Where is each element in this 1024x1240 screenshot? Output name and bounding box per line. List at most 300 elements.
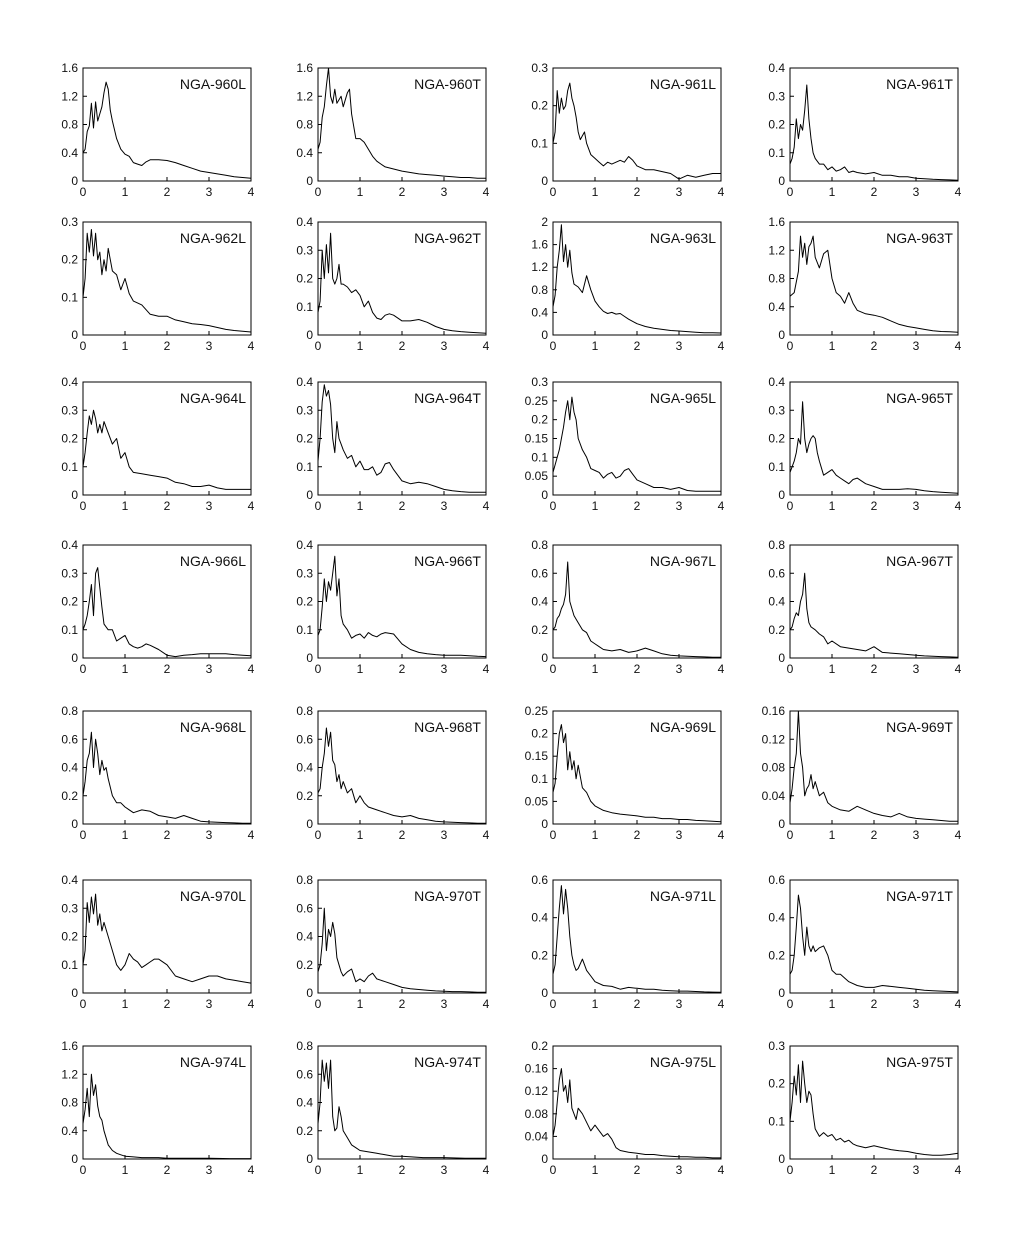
x-tick-label: 4 <box>482 997 490 1011</box>
x-tick-label: 1 <box>828 339 836 353</box>
y-tick-label: 0.12 <box>524 1084 548 1099</box>
x-tick-label: 1 <box>591 499 599 513</box>
y-tick-label: 0 <box>541 651 548 665</box>
x-tick-label: 3 <box>205 499 213 513</box>
x-tick-label: 1 <box>356 997 364 1011</box>
x-tick-label: 1 <box>121 499 129 513</box>
x-tick-label: 2 <box>163 997 171 1011</box>
chart-panel <box>61 873 254 1011</box>
x-tick-label: 4 <box>717 185 725 199</box>
y-tick-label: 0.8 <box>531 282 548 297</box>
y-tick-label: 0.05 <box>524 794 548 809</box>
y-tick-label: 0.8 <box>61 1095 78 1110</box>
y-tick-label: 0.4 <box>61 538 78 552</box>
x-tick-label: 1 <box>121 997 129 1011</box>
x-tick-label: 0 <box>786 339 794 353</box>
x-tick-label: 1 <box>356 828 364 842</box>
x-tick-label: 3 <box>440 339 448 353</box>
y-tick-label: 0.8 <box>296 1039 313 1053</box>
y-tick-label: 0.3 <box>61 901 78 916</box>
y-tick-label: 0.8 <box>768 538 785 552</box>
y-tick-label: 0.1 <box>531 450 548 465</box>
y-tick-label: 0.4 <box>296 215 313 229</box>
x-tick-label: 4 <box>247 339 255 353</box>
y-tick-label: 0.6 <box>531 566 548 581</box>
y-tick-label: 0 <box>778 488 785 502</box>
x-tick-label: 0 <box>314 185 322 199</box>
x-tick-label: 1 <box>356 339 364 353</box>
panel-title: NGA-964L <box>179 390 246 406</box>
y-tick-label: 0.3 <box>768 403 785 418</box>
y-tick-label: 0.16 <box>524 1061 548 1076</box>
chart-panel <box>61 215 254 353</box>
x-tick-label: 3 <box>440 662 448 676</box>
x-tick-label: 1 <box>591 662 599 676</box>
panel-title: NGA-975T <box>886 1054 953 1070</box>
x-tick-label: 0 <box>549 339 557 353</box>
x-tick-label: 1 <box>828 662 836 676</box>
y-tick-label: 2 <box>541 215 548 229</box>
x-tick-label: 0 <box>79 499 87 513</box>
y-tick-label: 0 <box>71 817 78 831</box>
x-tick-label: 0 <box>549 499 557 513</box>
y-tick-label: 0.6 <box>768 873 785 887</box>
y-tick-label: 0.1 <box>531 771 548 786</box>
y-tick-label: 0 <box>71 174 78 188</box>
y-tick-label: 0.4 <box>768 594 785 609</box>
x-tick-label: 2 <box>398 1163 406 1177</box>
x-tick-label: 0 <box>549 997 557 1011</box>
y-tick-label: 1.2 <box>531 260 548 275</box>
panel-title: NGA-968T <box>414 719 481 735</box>
y-tick-label: 0.16 <box>761 704 785 718</box>
x-tick-label: 2 <box>633 339 641 353</box>
y-tick-label: 0.3 <box>296 243 313 258</box>
x-tick-label: 3 <box>675 997 683 1011</box>
chart-panel <box>296 61 489 199</box>
y-tick-label: 0.1 <box>768 145 785 160</box>
y-tick-label: 0.04 <box>524 1129 548 1144</box>
x-tick-label: 1 <box>121 339 129 353</box>
x-tick-label: 2 <box>870 1163 878 1177</box>
x-tick-label: 3 <box>205 339 213 353</box>
y-tick-label: 0.6 <box>61 732 78 747</box>
x-tick-label: 3 <box>440 499 448 513</box>
x-tick-label: 0 <box>79 185 87 199</box>
x-tick-label: 2 <box>398 499 406 513</box>
x-tick-label: 4 <box>717 662 725 676</box>
series-line <box>83 568 251 657</box>
x-tick-label: 3 <box>912 1163 920 1177</box>
x-tick-label: 2 <box>163 185 171 199</box>
x-tick-label: 4 <box>717 339 725 353</box>
y-tick-label: 0.8 <box>531 538 548 552</box>
x-tick-label: 3 <box>675 339 683 353</box>
x-tick-label: 2 <box>633 1163 641 1177</box>
x-tick-label: 2 <box>870 339 878 353</box>
y-tick-label: 0.6 <box>296 901 313 916</box>
x-tick-label: 4 <box>717 1163 725 1177</box>
panel-title: NGA-963T <box>886 230 953 246</box>
y-tick-label: 0.4 <box>296 929 313 944</box>
series-line <box>553 562 721 657</box>
y-tick-label: 0.2 <box>61 252 78 267</box>
x-tick-label: 2 <box>163 339 171 353</box>
panel-title: NGA-974L <box>179 1054 246 1070</box>
y-tick-label: 0.2 <box>531 726 548 741</box>
series-line <box>790 573 958 657</box>
y-tick-label: 0.1 <box>61 622 78 637</box>
series-line <box>83 732 251 823</box>
x-tick-label: 4 <box>247 499 255 513</box>
x-tick-label: 3 <box>205 828 213 842</box>
panel-title: NGA-966L <box>179 553 246 569</box>
chart-panel <box>61 375 254 513</box>
x-tick-label: 1 <box>121 662 129 676</box>
series-line <box>790 895 958 992</box>
y-tick-label: 0.4 <box>296 1095 313 1110</box>
y-tick-label: 0.2 <box>768 1076 785 1091</box>
x-tick-label: 3 <box>205 662 213 676</box>
series-line <box>790 236 958 332</box>
y-tick-label: 0.3 <box>531 375 548 389</box>
x-tick-label: 1 <box>356 499 364 513</box>
x-tick-label: 4 <box>717 997 725 1011</box>
y-tick-label: 0.4 <box>531 910 548 925</box>
chart-panel <box>525 375 725 513</box>
x-tick-label: 1 <box>828 997 836 1011</box>
y-tick-label: 0.2 <box>296 1123 313 1138</box>
x-tick-label: 0 <box>786 1163 794 1177</box>
panel-title: NGA-971T <box>886 888 953 904</box>
y-tick-label: 0.1 <box>296 622 313 637</box>
x-tick-label: 4 <box>954 662 962 676</box>
y-tick-label: 0.15 <box>524 431 548 446</box>
y-tick-label: 0.4 <box>61 1123 78 1138</box>
x-tick-label: 4 <box>247 185 255 199</box>
x-tick-label: 1 <box>121 1163 129 1177</box>
series-line <box>318 233 486 333</box>
x-tick-label: 1 <box>121 185 129 199</box>
y-tick-label: 0.25 <box>524 393 548 408</box>
y-tick-label: 0.04 <box>761 788 785 803</box>
x-tick-label: 2 <box>870 828 878 842</box>
y-tick-label: 0 <box>778 651 785 665</box>
panel-title: NGA-970T <box>414 888 481 904</box>
series-line <box>318 908 486 992</box>
x-tick-label: 1 <box>121 828 129 842</box>
panel-title: NGA-966T <box>414 553 481 569</box>
y-tick-label: 0 <box>778 986 785 1000</box>
y-tick-label: 0.2 <box>531 1039 548 1053</box>
y-tick-label: 0.3 <box>61 403 78 418</box>
panel-title: NGA-961T <box>886 76 953 92</box>
x-tick-label: 1 <box>591 339 599 353</box>
x-tick-label: 0 <box>314 828 322 842</box>
y-tick-label: 0.3 <box>768 1039 785 1053</box>
y-tick-label: 0 <box>778 328 785 342</box>
y-tick-label: 1.2 <box>296 89 313 104</box>
x-tick-label: 1 <box>591 185 599 199</box>
y-tick-label: 0.4 <box>61 760 78 775</box>
panel-title: NGA-969L <box>649 719 716 735</box>
y-tick-label: 0.3 <box>531 61 548 75</box>
chart-panel <box>768 873 961 1011</box>
x-tick-label: 1 <box>591 828 599 842</box>
panel-title: NGA-975L <box>649 1054 716 1070</box>
x-tick-label: 3 <box>912 185 920 199</box>
y-tick-label: 1.6 <box>531 237 548 252</box>
x-tick-label: 3 <box>440 185 448 199</box>
panel-title: NGA-969T <box>886 719 953 735</box>
x-tick-label: 4 <box>482 662 490 676</box>
y-tick-label: 0.6 <box>531 873 548 887</box>
y-tick-label: 0.2 <box>768 431 785 446</box>
panel-title: NGA-963L <box>649 230 716 246</box>
y-tick-label: 0.4 <box>531 305 548 320</box>
y-tick-label: 0.25 <box>524 704 548 718</box>
x-tick-label: 1 <box>828 1163 836 1177</box>
y-tick-label: 0 <box>306 174 313 188</box>
chart-panel <box>296 873 489 1011</box>
y-tick-label: 0 <box>541 488 548 502</box>
panel-title: NGA-971L <box>649 888 716 904</box>
x-tick-label: 0 <box>786 997 794 1011</box>
y-tick-label: 0.1 <box>768 459 785 474</box>
y-tick-label: 1.6 <box>768 215 785 229</box>
y-tick-label: 0.6 <box>296 732 313 747</box>
y-tick-label: 0.8 <box>296 704 313 718</box>
x-tick-label: 2 <box>163 828 171 842</box>
x-tick-label: 0 <box>79 1163 87 1177</box>
x-tick-label: 0 <box>314 997 322 1011</box>
y-tick-label: 0.1 <box>296 299 313 314</box>
y-tick-label: 0 <box>778 817 785 831</box>
series-line <box>790 1061 958 1155</box>
y-tick-label: 0.1 <box>531 136 548 151</box>
x-tick-label: 0 <box>314 499 322 513</box>
x-tick-label: 2 <box>633 997 641 1011</box>
chart-panel <box>762 704 962 842</box>
x-tick-label: 0 <box>786 828 794 842</box>
panel-title: NGA-967L <box>649 553 716 569</box>
x-tick-label: 3 <box>912 662 920 676</box>
x-tick-label: 3 <box>675 185 683 199</box>
y-tick-label: 0.1 <box>61 957 78 972</box>
y-tick-label: 1.2 <box>768 243 785 258</box>
y-tick-label: 0.12 <box>761 732 785 747</box>
x-tick-label: 2 <box>870 662 878 676</box>
x-tick-label: 4 <box>247 828 255 842</box>
y-tick-label: 0.2 <box>296 957 313 972</box>
x-tick-label: 3 <box>675 499 683 513</box>
x-tick-label: 2 <box>398 997 406 1011</box>
y-tick-label: 0.2 <box>296 271 313 286</box>
x-tick-label: 2 <box>633 185 641 199</box>
y-tick-label: 0.4 <box>296 538 313 552</box>
chart-panel <box>525 704 725 842</box>
chart-panel <box>531 61 724 199</box>
x-tick-label: 2 <box>398 662 406 676</box>
x-tick-label: 3 <box>675 1163 683 1177</box>
panel-title: NGA-960T <box>414 76 481 92</box>
x-tick-label: 4 <box>717 499 725 513</box>
y-tick-label: 0 <box>778 1152 785 1166</box>
y-tick-label: 0.2 <box>296 431 313 446</box>
x-tick-label: 2 <box>633 499 641 513</box>
y-tick-label: 0.2 <box>61 788 78 803</box>
y-tick-label: 0.1 <box>61 290 78 305</box>
y-tick-label: 0 <box>306 651 313 665</box>
y-tick-label: 0.4 <box>768 910 785 925</box>
chart-panel <box>61 61 254 199</box>
y-tick-label: 0.2 <box>768 948 785 963</box>
x-tick-label: 2 <box>163 1163 171 1177</box>
y-tick-label: 0.4 <box>296 145 313 160</box>
y-tick-label: 0.3 <box>296 566 313 581</box>
y-tick-label: 0.4 <box>296 760 313 775</box>
panel-title: NGA-964T <box>414 390 481 406</box>
panel-title: NGA-962T <box>414 230 481 246</box>
x-tick-label: 3 <box>440 997 448 1011</box>
x-tick-label: 3 <box>205 1163 213 1177</box>
chart-panel <box>61 704 254 842</box>
y-tick-label: 0 <box>541 1152 548 1166</box>
x-tick-label: 0 <box>79 339 87 353</box>
x-tick-label: 3 <box>912 499 920 513</box>
x-tick-label: 4 <box>482 339 490 353</box>
panel-title: NGA-970L <box>179 888 246 904</box>
y-tick-label: 0.4 <box>768 299 785 314</box>
x-tick-label: 4 <box>482 185 490 199</box>
x-tick-label: 1 <box>591 1163 599 1177</box>
x-tick-label: 1 <box>356 1163 364 1177</box>
chart-panel <box>531 215 724 353</box>
chart-panel <box>531 873 724 1011</box>
y-tick-label: 0.1 <box>61 459 78 474</box>
chart-panel <box>61 1039 254 1177</box>
y-tick-label: 0.2 <box>61 929 78 944</box>
x-tick-label: 0 <box>79 997 87 1011</box>
y-tick-label: 0.4 <box>61 145 78 160</box>
x-tick-label: 3 <box>912 828 920 842</box>
chart-panel <box>531 538 724 676</box>
y-tick-label: 0.2 <box>531 412 548 427</box>
x-tick-label: 4 <box>247 662 255 676</box>
x-tick-label: 1 <box>591 997 599 1011</box>
chart-panel <box>768 1039 961 1177</box>
panel-title: NGA-968L <box>179 719 246 735</box>
y-tick-label: 0.2 <box>296 594 313 609</box>
chart-panel <box>768 215 961 353</box>
x-tick-label: 0 <box>79 662 87 676</box>
x-tick-label: 2 <box>870 185 878 199</box>
series-line <box>83 894 251 983</box>
panel-title: NGA-962L <box>179 230 246 246</box>
x-tick-label: 4 <box>954 828 962 842</box>
x-tick-label: 2 <box>870 997 878 1011</box>
series-line <box>790 85 958 180</box>
x-tick-label: 4 <box>247 1163 255 1177</box>
y-tick-label: 0 <box>541 817 548 831</box>
chart-panel <box>61 538 254 676</box>
y-tick-label: 0.8 <box>61 117 78 132</box>
x-tick-label: 3 <box>675 828 683 842</box>
series-line <box>553 1069 721 1158</box>
y-tick-label: 1.6 <box>296 61 313 75</box>
series-line <box>553 83 721 179</box>
y-tick-label: 0.4 <box>768 375 785 389</box>
y-tick-label: 0.8 <box>296 117 313 132</box>
panel-title: NGA-965T <box>886 390 953 406</box>
x-tick-label: 4 <box>954 997 962 1011</box>
y-tick-label: 0.4 <box>61 873 78 887</box>
y-tick-label: 0 <box>71 1152 78 1166</box>
y-tick-label: 0.8 <box>296 873 313 887</box>
x-tick-label: 1 <box>828 185 836 199</box>
chart-panel <box>768 375 961 513</box>
y-tick-label: 0.2 <box>296 788 313 803</box>
chart-panel <box>768 538 961 676</box>
y-tick-label: 0.4 <box>296 375 313 389</box>
series-line <box>83 1074 251 1158</box>
y-tick-label: 0.6 <box>768 566 785 581</box>
y-tick-label: 0.2 <box>768 622 785 637</box>
panel-title: NGA-974T <box>414 1054 481 1070</box>
x-tick-label: 1 <box>356 662 364 676</box>
y-tick-label: 0.2 <box>768 117 785 132</box>
series-line <box>318 556 486 656</box>
chart-panel <box>768 61 961 199</box>
y-tick-label: 0.2 <box>531 948 548 963</box>
y-tick-label: 0 <box>71 328 78 342</box>
chart-panel <box>296 704 489 842</box>
x-tick-label: 4 <box>954 499 962 513</box>
chart-panel <box>296 215 489 353</box>
series-line <box>318 728 486 823</box>
y-tick-label: 0.15 <box>524 749 548 764</box>
x-tick-label: 0 <box>314 662 322 676</box>
y-tick-label: 0.4 <box>61 375 78 389</box>
y-tick-label: 1.2 <box>61 1067 78 1082</box>
x-tick-label: 0 <box>314 1163 322 1177</box>
y-tick-label: 0.6 <box>296 1067 313 1082</box>
y-tick-label: 0.2 <box>531 98 548 113</box>
y-tick-label: 0 <box>306 817 313 831</box>
x-tick-label: 0 <box>314 339 322 353</box>
y-tick-label: 0 <box>306 986 313 1000</box>
panel-title: NGA-961L <box>649 76 716 92</box>
x-tick-label: 2 <box>398 339 406 353</box>
x-tick-label: 0 <box>549 185 557 199</box>
x-tick-label: 0 <box>786 499 794 513</box>
x-tick-label: 2 <box>398 185 406 199</box>
y-tick-label: 0.1 <box>768 1114 785 1129</box>
series-line <box>553 397 721 491</box>
panel-title: NGA-965L <box>649 390 716 406</box>
x-tick-label: 4 <box>954 185 962 199</box>
y-tick-label: 1.6 <box>61 1039 78 1053</box>
y-tick-label: 0.4 <box>531 594 548 609</box>
y-tick-label: 0 <box>541 986 548 1000</box>
x-tick-label: 3 <box>205 997 213 1011</box>
y-tick-label: 0 <box>306 328 313 342</box>
series-line <box>553 725 721 822</box>
y-tick-label: 0.05 <box>524 469 548 484</box>
series-line <box>790 402 958 494</box>
x-tick-label: 4 <box>482 1163 490 1177</box>
x-tick-label: 2 <box>633 828 641 842</box>
